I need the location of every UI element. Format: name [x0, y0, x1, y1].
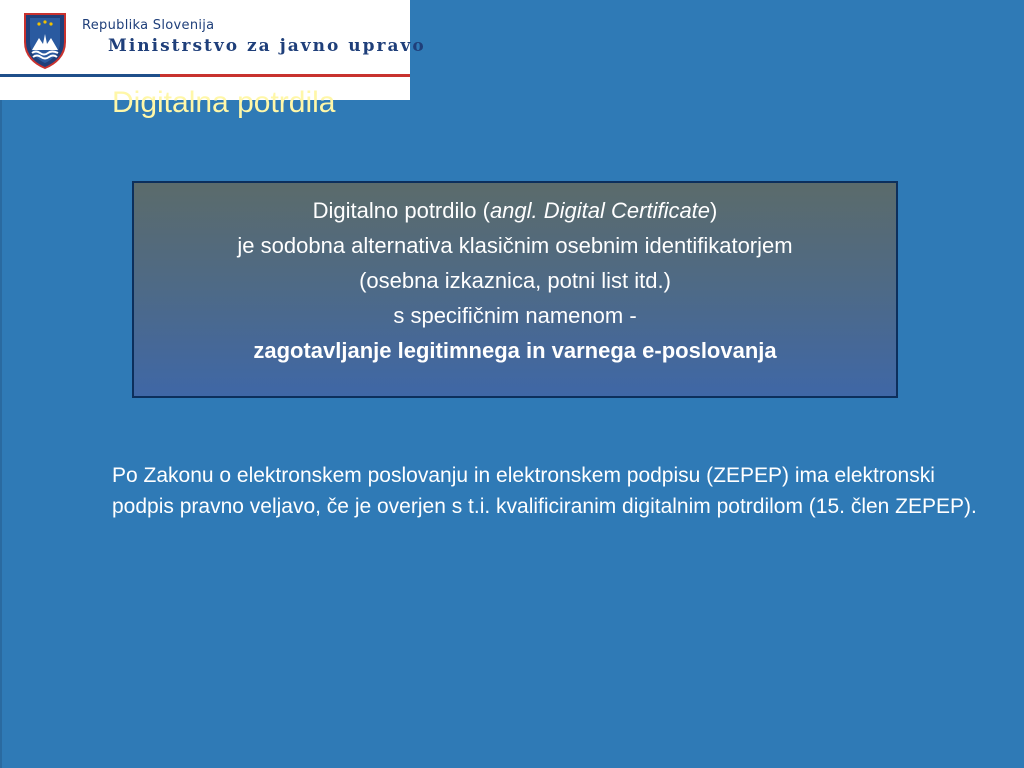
definition-box	[132, 181, 898, 398]
header-rule-blue	[0, 74, 160, 77]
republic-name: Republika Slovenija	[82, 18, 215, 33]
header	[0, 0, 1024, 100]
legal-note: Po Zakonu o elektronskem poslovanju in elektronskem podpisu (ZEPEP) ima elektronski podpis pravno veljavo, če je overjen s t.i. kvalificiranim digitalnim potrdilom (15. člen ZEPEP).	[112, 464, 977, 518]
definition-line-3: (osebna izkaznica, potni list itd.)	[359, 268, 671, 293]
definition-line-2: je sodobna alternativa klasičnim osebnim identifikatorjem	[237, 233, 793, 258]
definition-line-1	[134, 193, 896, 228]
coat-of-arms-icon	[22, 12, 68, 70]
definition-term-close: )	[710, 198, 718, 223]
definition-purpose: zagotavljanje legitimnega in varnega e-poslovanja	[253, 338, 777, 363]
header-blue-fill	[410, 0, 1024, 100]
definition-english-term: angl. Digital Certificate	[489, 198, 711, 223]
definition-line-4: s specifičnim namenom -	[393, 303, 637, 328]
definition-term: Digitalno potrdilo (	[312, 198, 490, 223]
slide-title: Digitalna potrdila	[112, 86, 336, 119]
ministry-name: Ministrstvo za javno upravo	[108, 36, 426, 56]
header-rule-red	[160, 74, 410, 77]
slide-left-edge	[0, 100, 2, 768]
